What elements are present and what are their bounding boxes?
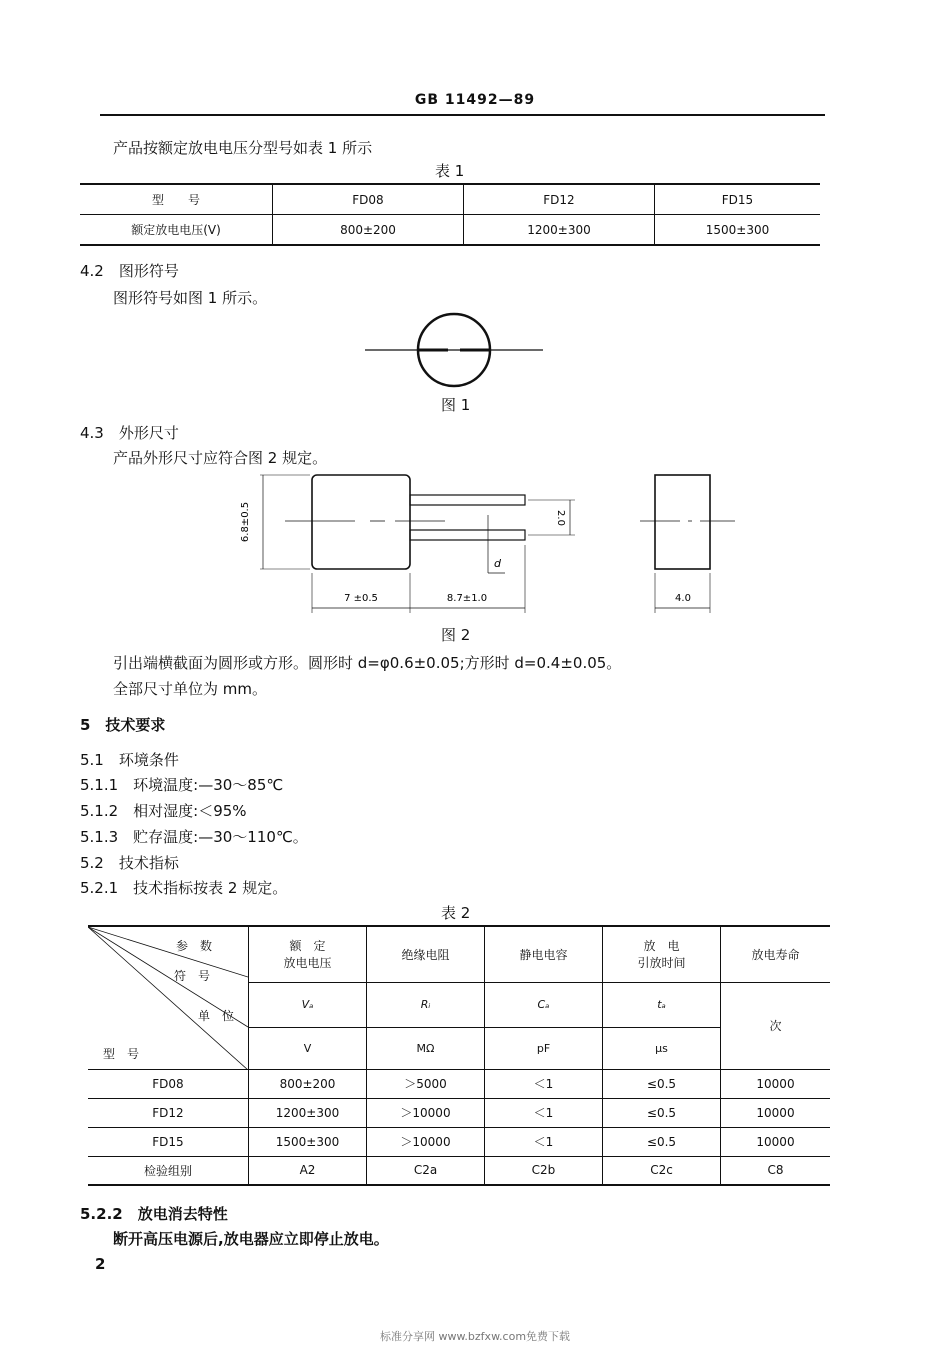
table-cell: ＞10000 (367, 1098, 485, 1127)
table-row (80, 184, 820, 215)
table-row (88, 1156, 830, 1185)
table-cell: 额定放电电压(V) (80, 215, 273, 246)
dim-d-label: d (494, 557, 501, 570)
table-cell: pF (485, 1027, 603, 1069)
table-cell: A2 (249, 1156, 367, 1185)
table-cell: ＜1 (485, 1069, 603, 1098)
table-cell: C2b (485, 1156, 603, 1185)
table-row (88, 926, 830, 982)
dim-thickness-label: 4.0 (675, 593, 691, 604)
diag-label-symbol: 符 号 (174, 969, 211, 983)
section-5-2-2-title: 5.2.2 放电消去特性 (80, 1205, 228, 1223)
table-cell: 800±200 (249, 1069, 367, 1098)
table-cell: 1500±300 (655, 215, 821, 246)
section-5-title: 5 技术要求 (80, 716, 166, 734)
table-cell: FD12 (464, 184, 655, 215)
table-cell: 10000 (721, 1098, 831, 1127)
figure-1-symbol (360, 312, 560, 392)
section-4-2-text: 图形符号如图 1 所示。 (113, 289, 268, 307)
table-header: 静电电容 (485, 926, 603, 982)
figure-2-caption: 图 2 (441, 626, 471, 644)
figure-2-drawing (230, 465, 750, 620)
diag-label-unit: 单 位 (198, 1009, 235, 1023)
figure-1-caption: 图 1 (441, 396, 471, 414)
table-row (80, 215, 820, 246)
section-5-2-title: 5.2 技术指标 (80, 854, 179, 872)
table-cell: 800±200 (273, 215, 464, 246)
table-cell: FD08 (273, 184, 464, 215)
table-header: 放 电 引放时间 (603, 926, 721, 982)
note-lead-cross-section: 引出端横截面为圆形或方形。圆形时 d=φ0.6±0.05;方形时 d=0.4±0.05。 (113, 654, 622, 672)
table-cell: Rᵢ (367, 982, 485, 1027)
table-cell: ＞10000 (367, 1127, 485, 1156)
section-5-2-1: 5.2.1 技术指标按表 2 规定。 (80, 879, 288, 897)
table-cell: 检验组别 (88, 1156, 249, 1185)
table-cell: ≤0.5 (603, 1069, 721, 1098)
footer-watermark: 标准分享网 www.bzfxw.com免费下载 (379, 1330, 571, 1343)
table-cell: 型 号 (80, 184, 273, 215)
table-cell: FD15 (655, 184, 821, 215)
section-5-1-3: 5.1.3 贮存温度:—30～110℃。 (80, 828, 308, 846)
table-cell: ＜1 (485, 1098, 603, 1127)
section-5-1-2: 5.1.2 相对湿度:＜95% (80, 802, 247, 820)
table-cell: MΩ (367, 1027, 485, 1069)
table-cell: 10000 (721, 1069, 831, 1098)
table-cell: 1200±300 (249, 1098, 367, 1127)
table-cell: C2c (603, 1156, 721, 1185)
dim-width-label: 7 ±0.5 (344, 593, 378, 604)
section-5-1-title: 5.1 环境条件 (80, 751, 179, 769)
table-1 (80, 183, 820, 246)
table-cell: 1500±300 (249, 1127, 367, 1156)
table-header: 额 定 放电电压 (249, 926, 367, 982)
section-5-2-2-text: 断开高压电源后,放电器应立即停止放电。 (113, 1230, 389, 1248)
diagonal-header-cell (88, 926, 249, 1069)
table1-caption: 表 1 (435, 162, 465, 180)
section-5-1-1: 5.1.1 环境温度:—30～85℃ (80, 776, 284, 794)
table-cell: 1200±300 (464, 215, 655, 246)
table-row (88, 1127, 830, 1156)
table-row (88, 1098, 830, 1127)
table-cell: ≤0.5 (603, 1098, 721, 1127)
table-2 (88, 925, 830, 1186)
table-header: 放电寿命 (721, 926, 831, 982)
table-cell: μs (603, 1027, 721, 1069)
dim-pitch-label: 2.0 (555, 510, 566, 526)
header-rule (100, 114, 825, 116)
table-cell: V (249, 1027, 367, 1069)
table-cell: tₐ (603, 982, 721, 1027)
diag-label-param: 参 数 (176, 939, 213, 953)
table-cell: Cₐ (485, 982, 603, 1027)
table2-caption: 表 2 (441, 904, 471, 922)
note-units: 全部尺寸单位为 mm。 (113, 680, 267, 698)
table-cell: Vₐ (249, 982, 367, 1027)
dim-lead-label: 8.7±1.0 (446, 593, 488, 604)
page-header: GB 11492—89 (414, 92, 536, 108)
table-cell: ＞5000 (367, 1069, 485, 1098)
table-cell: FD15 (88, 1127, 249, 1156)
table-cell: ＜1 (485, 1127, 603, 1156)
intro-text: 产品按额定放电电压分型号如表 1 所示 (113, 139, 373, 157)
section-4-3-title: 4.3 外形尺寸 (80, 424, 179, 442)
table-cell: FD12 (88, 1098, 249, 1127)
diag-label-model: 型 号 (103, 1047, 140, 1061)
table-cell: C2a (367, 1156, 485, 1185)
table-row (88, 1069, 830, 1098)
table-cell: C8 (721, 1156, 831, 1185)
dim-height-label: 6.8±0.5 (240, 501, 251, 543)
table-cell: 次 (721, 982, 831, 1069)
section-4-3-text: 产品外形尺寸应符合图 2 规定。 (113, 449, 328, 467)
table-cell: ≤0.5 (603, 1127, 721, 1156)
table-header: 绝缘电阻 (367, 926, 485, 982)
page-number: 2 (95, 1255, 106, 1273)
section-4-2-title: 4.2 图形符号 (80, 262, 179, 280)
table-cell: 10000 (721, 1127, 831, 1156)
table-cell: FD08 (88, 1069, 249, 1098)
